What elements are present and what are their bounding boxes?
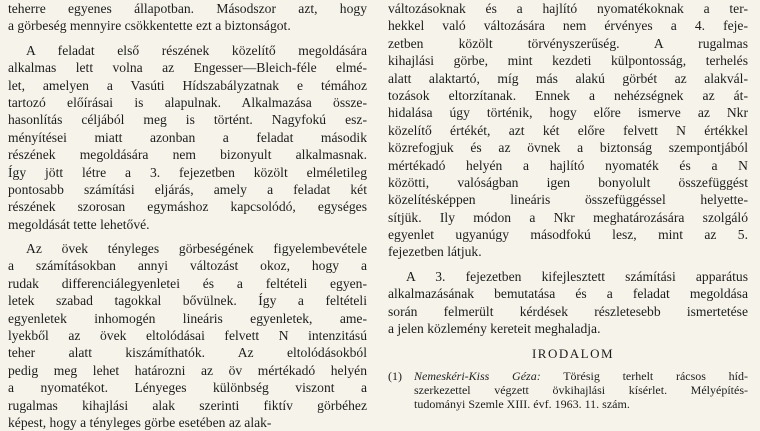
- text-line: zetben közölt törvényszerűség. A rugalmas: [388, 35, 748, 51]
- reference-author: Nemeskéri-Kiss Géza:: [414, 368, 541, 383]
- text-line: hasonlítás céljából meg is történt. Nagyfokú esz-: [8, 112, 367, 128]
- reference-text: [414, 369, 748, 411]
- paragraph: [388, 0, 748, 261]
- text-line: teher alatt kiszámíthatók. Az eltolódásokból: [8, 345, 367, 361]
- text-line: teherre egyenes állapotban. Másodszor azt, hogy: [8, 1, 367, 16]
- text-line: A 3. fejezetben kifejlesztett számítási apparátus: [406, 268, 748, 284]
- reference-line: [414, 369, 748, 383]
- left-column: [8, 0, 367, 430]
- text-line: kihajlási görbe, mint kezdeti külpontosság, terhelés: [388, 53, 748, 69]
- text-line: megoldását tette lehetővé.: [8, 216, 150, 232]
- text-line: a számításokban annyi változást okoz, hogy a: [8, 258, 367, 274]
- text-line: alkalmazásának bemutatása és a feladat megoldása: [388, 286, 748, 302]
- text-line: a jelen közlemény kereteit meghaladja.: [388, 321, 601, 337]
- text-line: ményítései miatt azonban a feladat második: [8, 129, 367, 145]
- text-line: képest, hogy a tényleges görbe esetében az alak-: [8, 414, 272, 430]
- text-line: A feladat első részének közelítő megoldására: [26, 42, 367, 58]
- reference-number: (1): [388, 368, 402, 383]
- text-line: rugalmas kihajlási alak szerinti fiktív görbéhez: [8, 397, 367, 413]
- text-line: során felmerült kérdések részletesebb ismertetése: [388, 303, 748, 319]
- reference-line: szerkezettel végzett övkihajlási kísérlet. Mélyépítés-: [414, 382, 748, 397]
- text-line: részének szorosan egymáshoz kapcsolódó, egységes: [8, 199, 367, 215]
- text-line: változásoknak és a hajlító nyomatékoknak a ter-: [388, 1, 748, 16]
- text-line: tartozó előírásai is alapulnak. Alkalmazása össze-: [8, 94, 367, 110]
- paragraph: [8, 42, 367, 233]
- text-line: mértékadó helyén a hajlító nyomaték és a N: [388, 157, 748, 173]
- text-line: tozások eltorzítanak. Ennek a nehézségnek az át-: [388, 87, 748, 103]
- text-line: Az övek tényleges görbeségének figyelembevétele: [26, 241, 367, 257]
- text-line: pontosabb számítási eljárás, amely a feladat két: [8, 181, 367, 197]
- text-line: egyenletek inhomogén lineáris egyenletek, ame-: [8, 310, 367, 326]
- text-line: hidalása úgy történik, hogy előre ismerve az Nkr: [388, 105, 748, 121]
- section-heading: IRODALOM: [531, 346, 615, 362]
- text-line: letek szabad tagokkal bővülnek. Így a feltételi: [8, 293, 367, 309]
- reference-line: tudományi Szemle XIII. évf. 1963. 11. szám.: [414, 396, 630, 411]
- text-line: részének megoldására nem bizonyult alkalmasnak.: [8, 147, 367, 163]
- paragraph: [8, 240, 367, 431]
- text-line: lyekből az övek eltolódásai felvett N intenzitású: [8, 328, 367, 344]
- text-line: a nyomatékot. Lényeges különbség viszont a: [8, 380, 367, 396]
- text-line: alatt alaktartó, míg más alakú görbét az alakvál-: [388, 70, 748, 86]
- text-line: közelítésképpen lineáris összefüggéssel helyette-: [388, 192, 748, 208]
- reference-entry: [388, 369, 748, 411]
- text-line: hekkel való változására nem érvényes a 4. feje-: [388, 18, 748, 34]
- text-line: rudak differenciálegyenletei és a feltételi egyen-: [8, 275, 367, 291]
- text-line: közelítő értékét, azt két előre felvett N értékkel: [388, 122, 748, 138]
- text-line: alkalmas lett volna az Engesser—Bleich-féle elmé-: [8, 60, 367, 76]
- paragraph: [8, 0, 367, 35]
- text-line: közrefogjuk és az övnek a biztonság szempontjából: [388, 140, 748, 156]
- text-line: Így jött létre a 3. fejezetben közölt elméletileg: [8, 164, 367, 180]
- text-line: pedig meg lehet határozni az öv mértékadó helyén: [8, 362, 367, 378]
- right-column: [388, 0, 748, 414]
- reference-line-text: Törésig terhelt rácsos híd-: [563, 368, 748, 383]
- text-line: sítjük. Ily módon a Nkr meghatározására szolgáló: [388, 209, 748, 225]
- text-line: fejezetben látjuk.: [388, 244, 482, 260]
- paragraph: [388, 268, 748, 338]
- text-line: a görbeség mennyire csökkentette ezt a biztonságot.: [8, 18, 291, 34]
- text-line: let, amelyen a Vasúti Hídszabályzatnak e témához: [8, 77, 367, 93]
- text-line: közötti, valóságban igen bonyolult összefüggést: [388, 174, 748, 190]
- text-line: egyenlet ugyanúgy másodfokú lesz, mint az 5.: [388, 227, 748, 243]
